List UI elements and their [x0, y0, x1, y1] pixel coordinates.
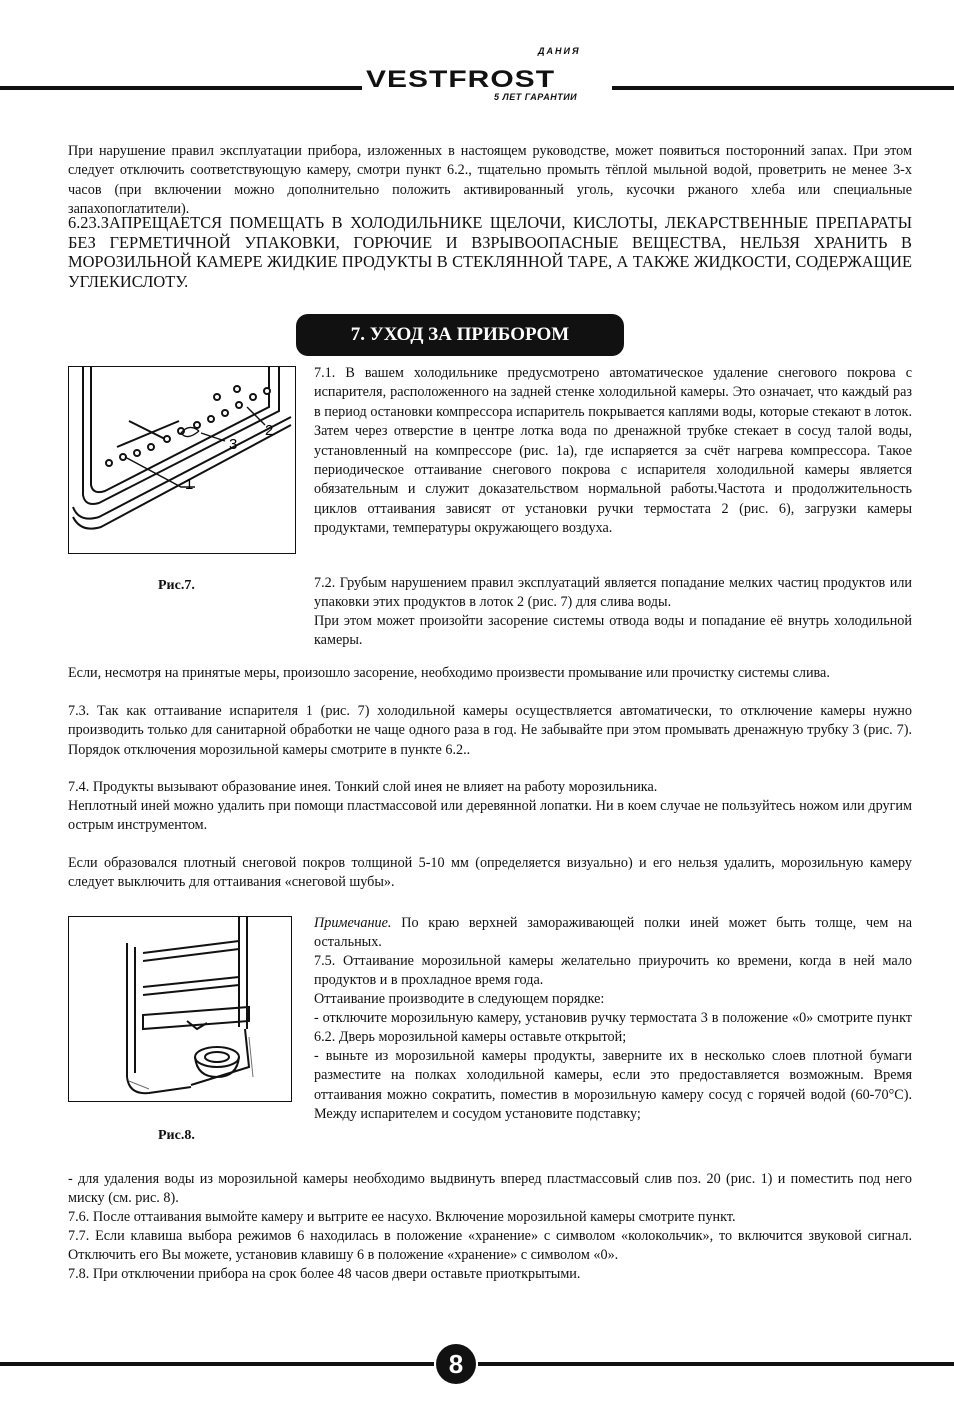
- paragraph-7-1: 7.1. В вашем холодильнике предусмотрено автоматическое удаление снегового покрова с испарителя, расположенного на задней стенке холодильной камеры. Это означает, что каждый раз в период остановки компрессора испаритель покрывается каплями воды, которые стекают в лоток. Затем через отверстие в центре лотка вода по дренажной трубке стекает в сосуд талой воды, установленный на компрессоре (рис. 1а), где испаряется за счёт нагрева компрессора. Такое периодическое оттаивание снегового покрова с испарителя холодильной камеры является обязательным и служит доказательством нормальной работы.Частота и продолжительность циклов оттаивания зависят от установки ручки термостата 2 (рис. 6), загрузки камеры продуктами, температуры окружающего воздуха.: [314, 365, 912, 537]
- note-label: Примечание.: [314, 915, 392, 931]
- footer-rule-right: [478, 1362, 954, 1366]
- paragraph-7-5: 7.5. Оттаивание морозильной камеры желательно приурочить ко времени, когда в ней мало продуктов и в прохладное время года.: [314, 953, 912, 989]
- paragraph-7-3: 7.3. Так как оттаивание испарителя 1 (рис. 7) холодильной камеры осуществляется автоматически, то отключение камеры нужно производить только для санитарной обработки не чаще одного раза в год. Не забывайте при этом промывать дренажную трубку 3 (рис. 7). Порядок отключения морозильной камеры смотрите в пункте 6.2..: [68, 703, 912, 758]
- paragraph-7-2: 7.2. Грубым нарушением правил эксплуатаций является попадание мелких частиц продуктов или упаковки этих продуктов в лоток 2 (рис. 7) для слива воды.: [314, 575, 912, 611]
- note-paragraph: [314, 914, 912, 953]
- paragraph-7-8: 7.8. При отключении прибора на срок более 48 часов двери оставьте приоткрытыми.: [68, 1266, 581, 1282]
- paragraph-step-1: - отключите морозильную камеру, установив ручку термостата 3 в положение «0» смотрите пункт 6.2. Дверь морозильной камеры оставьте открытой;: [314, 1010, 912, 1046]
- section-title: 7. УХОД ЗА ПРИБОРОМ: [296, 314, 624, 356]
- footer-rule-left: [0, 1362, 434, 1366]
- brand-warranty: 5 ЛЕТ ГАРАНТИИ: [494, 92, 578, 102]
- header-rule-right: [612, 86, 954, 90]
- figure-7: [68, 366, 296, 554]
- page-number: 8: [436, 1344, 476, 1384]
- figure-7-caption: Рис.7.: [158, 578, 195, 593]
- header-rule-left: [0, 86, 362, 90]
- paragraph-step-2: - выньте из морозильной камеры продукты, заверните их в несколько слоев плотной бумаги разместите на полках холодильной камеры, если это предоставляется возможным. Время оттаивания можно сократить, поместив в морозильную камеру сосуд с горячей водой (60-70°С). Между испарителем и сосудом установите подставку;: [314, 1048, 912, 1123]
- brand-logo: VESTFROST: [366, 66, 556, 93]
- intro-paragraph: При нарушение правил эксплуатации прибора, изложенных в настоящем руководстве, может появиться посторонний запах. При этом следует отключить соответствующую камеру, смотри пункт 6.2., тщательно промыть тёплой мыльной водой, проветрить не менее 3-х часов (при включении можно дополнительно положить активированный уголь, кусочки ржаного хлеба или специальные запахопоглатители).: [68, 143, 912, 218]
- figure-8-caption: Рис.8.: [158, 1128, 195, 1143]
- paragraph-7-4: 7.4. Продукты вызывают образование инея. Тонкий слой инея не влияет на работу морозильника.: [68, 779, 658, 795]
- freezer-drawing: [69, 917, 291, 1101]
- paragraph-step-3: - для удаления воды из морозильной камеры необходимо выдвинуть вперед пластмассовый слив поз. 20 (рис. 1) и поместить под него миску (см. рис. 8).: [68, 1171, 912, 1207]
- paragraph-clog: Если, несмотря на принятые меры, произошло засорение, необходимо произвести промывание или прочистку системы слива.: [68, 665, 830, 681]
- label-3: 3: [229, 436, 238, 453]
- paragraph-7-4b: Неплотный иней можно удалить при помощи пластмассовой или деревянной лопатки. Ни в коем случае не пользуйтесь ножом или другим острым инструментом.: [68, 798, 912, 834]
- label-1: 1: [185, 476, 194, 493]
- note-text: По краю верхней замораживающей полки иней может быть толще, чем на остальных.: [314, 915, 912, 951]
- paragraph-order: Оттаивание производите в следующем порядке:: [314, 991, 605, 1007]
- label-2: 2: [265, 422, 274, 439]
- evaporator-drawing: [69, 367, 295, 553]
- paragraph-snow: Если образовался плотный снеговой покров толщиной 5-10 мм (определяется визуально) и его нельзя удалить, морозильную камеру следует выключить для оттаивания «снеговой шубы».: [68, 855, 912, 891]
- warning-paragraph: 6.23.ЗАПРЕЩАЕТСЯ ПОМЕЩАТЬ В ХОЛОДИЛЬНИКЕ ЩЕЛОЧИ, КИСЛОТЫ, ЛЕКАРСТВЕННЫЕ ПРЕПАРАТЫ БЕЗ ГЕРМЕТИЧНОЙ УПАКОВКИ, ГОРЮЧИЕ И ВЗРЫВООПАСНЫЕ ВЕЩЕСТВА, НЕЛЬЗЯ ХРАНИТЬ В МОРОЗИЛЬНОЙ КАМЕРЕ ЖИДКИЕ ПРОДУКТЫ В СТЕКЛЯННОЙ ТАРЕ, А ТАКЖЕ ЖИДКОСТИ, СОДЕРЖАЩИЕ УГЛЕКИСЛОТУ.: [68, 213, 912, 291]
- paragraph-7-6: 7.6. После оттаивания вымойте камеру и вытрите ее насухо. Включение морозильной камеры смотрите пункт.: [68, 1209, 736, 1225]
- paragraph-7-2b: При этом может произойти засорение системы отвода воды и попадание её внутрь холодильной камеры.: [314, 613, 912, 649]
- brand-country: ДАНИЯ: [538, 46, 581, 56]
- figure-8: [68, 916, 292, 1102]
- paragraph-7-7: 7.7. Если клавиша выбора режимов 6 находилась в положение «хранение» с символом «колокольчик», то включится звуковой сигнал. Отключить его Вы можете, установив клавишу 6 в положение «хранение» с символом «0».: [68, 1228, 912, 1264]
